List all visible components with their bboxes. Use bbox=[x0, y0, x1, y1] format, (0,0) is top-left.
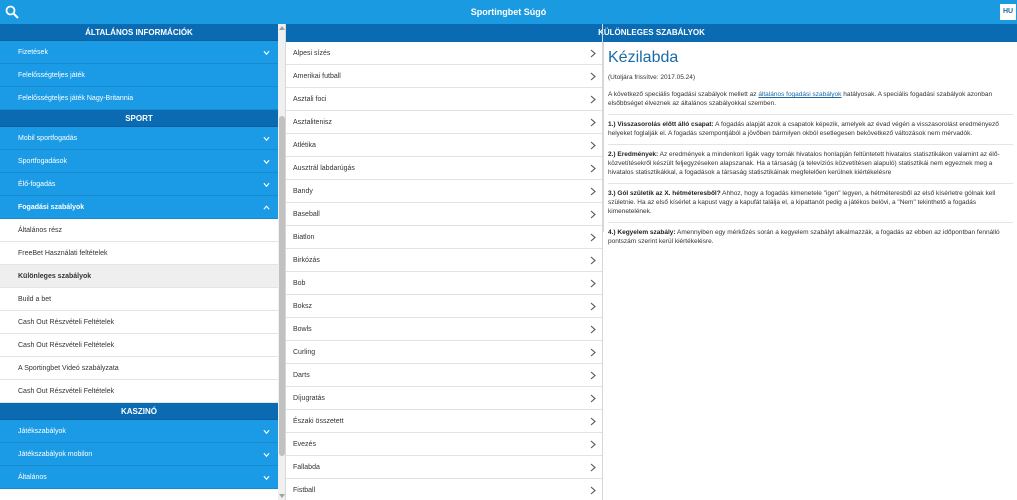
nav-label: Cash Out Részvételi Feltételek bbox=[18, 319, 115, 326]
chevron-down-icon[interactable] bbox=[263, 451, 270, 458]
rule-label: 3.) Gól születik az X. hétméteresből? bbox=[608, 190, 721, 197]
nav-label: KASZINÓ bbox=[121, 407, 157, 416]
nav-category[interactable] bbox=[0, 196, 278, 219]
sport-label: Fistball bbox=[293, 487, 316, 494]
sport-list-item[interactable] bbox=[286, 410, 602, 433]
chevron-right-icon bbox=[590, 463, 596, 472]
nav-label: Különleges szabályok bbox=[18, 273, 92, 280]
sport-label: Darts bbox=[293, 372, 310, 379]
chevron-down-icon[interactable] bbox=[263, 474, 270, 481]
nav-label: Mobil sportfogadás bbox=[18, 135, 78, 142]
sport-list-item[interactable] bbox=[286, 456, 602, 479]
article-date: (Utoljára frissítve: 2017.05.24) bbox=[608, 74, 696, 81]
nav-label: FreeBet Használati feltételek bbox=[18, 250, 108, 257]
nav-label: Általános rész bbox=[18, 227, 62, 234]
sport-list bbox=[286, 42, 602, 500]
chevron-right-icon bbox=[590, 210, 596, 219]
chevron-down-icon[interactable] bbox=[263, 135, 270, 142]
nav-item[interactable] bbox=[0, 311, 278, 334]
divider bbox=[608, 144, 1013, 145]
divider bbox=[608, 114, 1013, 115]
sport-label: Curling bbox=[293, 349, 316, 356]
sport-list-item[interactable] bbox=[286, 134, 602, 157]
sport-label: Atlétika bbox=[293, 142, 316, 149]
chevron-down-icon[interactable] bbox=[263, 428, 270, 435]
sport-list-item[interactable] bbox=[286, 88, 602, 111]
sport-list-item[interactable] bbox=[286, 65, 602, 88]
article-intro bbox=[608, 90, 1013, 108]
sport-list-item[interactable] bbox=[286, 226, 602, 249]
chevron-right-icon bbox=[590, 49, 596, 58]
nav-label: Felelősségteljes játék bbox=[18, 72, 85, 79]
article-title: Kézilabda bbox=[608, 49, 679, 66]
chevron-up-icon[interactable] bbox=[263, 204, 270, 211]
nav-label: Fizetések bbox=[18, 49, 48, 56]
chevron-right-icon bbox=[590, 371, 596, 380]
nav-category[interactable] bbox=[0, 64, 278, 87]
article-panel bbox=[603, 42, 1017, 500]
sport-label: Fallabda bbox=[293, 464, 320, 471]
nav-label: Cash Out Részvételi Feltételek bbox=[18, 388, 115, 395]
rule-paragraph bbox=[608, 150, 1013, 177]
nav-category[interactable] bbox=[0, 443, 278, 466]
section-heading bbox=[0, 110, 278, 127]
scroll-down-icon[interactable] bbox=[279, 493, 285, 499]
nav-label: Élő-fogadás bbox=[18, 181, 56, 188]
language-button[interactable]: HU bbox=[1000, 4, 1016, 20]
sport-label: Amerikai futball bbox=[293, 73, 341, 80]
chevron-right-icon bbox=[590, 348, 596, 357]
sport-list-item[interactable] bbox=[286, 272, 602, 295]
nav-label: SPORT bbox=[125, 114, 153, 123]
nav-category[interactable] bbox=[0, 150, 278, 173]
sport-list-item[interactable] bbox=[286, 364, 602, 387]
nav-category[interactable] bbox=[0, 127, 278, 150]
sport-list-item[interactable] bbox=[286, 42, 602, 65]
rule-label: 2.) Eredmények: bbox=[608, 151, 659, 158]
chevron-right-icon bbox=[590, 187, 596, 196]
sport-label: Északi összetett bbox=[293, 418, 344, 425]
sport-list-item[interactable] bbox=[286, 318, 602, 341]
sport-list-item[interactable] bbox=[286, 157, 602, 180]
rule-paragraph bbox=[608, 120, 1013, 138]
scrollbar-thumb[interactable] bbox=[279, 116, 285, 456]
chevron-right-icon bbox=[590, 72, 596, 81]
nav-label: ÁLTALÁNOS INFORMÁCIÓK bbox=[85, 28, 193, 37]
nav-item[interactable] bbox=[0, 334, 278, 357]
chevron-right-icon bbox=[590, 118, 596, 127]
chevron-right-icon bbox=[590, 164, 596, 173]
sport-list-panel bbox=[286, 24, 603, 500]
section-heading bbox=[0, 24, 278, 41]
sport-label: Ausztrál labdarúgás bbox=[293, 165, 355, 172]
sport-label: Evezés bbox=[293, 441, 316, 448]
nav-label: Általános bbox=[18, 474, 47, 481]
chevron-right-icon bbox=[590, 256, 596, 265]
nav-item[interactable] bbox=[0, 380, 278, 403]
nav-category[interactable] bbox=[0, 87, 278, 110]
sport-list-item[interactable] bbox=[286, 433, 602, 456]
nav-category[interactable] bbox=[0, 173, 278, 196]
chevron-right-icon bbox=[590, 279, 596, 288]
left-scrollbar[interactable] bbox=[278, 24, 286, 500]
chevron-right-icon bbox=[590, 233, 596, 242]
chevron-right-icon bbox=[590, 325, 596, 334]
general-rules-link[interactable]: általános fogadási szabályok bbox=[758, 91, 842, 98]
nav-label: Fogadási szabályok bbox=[18, 204, 85, 211]
nav-label: Sportfogadások bbox=[18, 158, 68, 165]
sport-label: Baseball bbox=[293, 211, 320, 218]
sport-label: Alpesi sízés bbox=[293, 50, 331, 57]
sport-list-item[interactable] bbox=[286, 479, 602, 500]
sport-label: Boksz bbox=[293, 303, 313, 310]
rule-paragraph bbox=[608, 189, 1013, 216]
chevron-right-icon bbox=[590, 486, 596, 495]
chevron-down-icon[interactable] bbox=[263, 49, 270, 56]
nav-label: Build a bet bbox=[18, 296, 52, 303]
nav-item[interactable] bbox=[0, 288, 278, 311]
article bbox=[608, 49, 1013, 246]
nav-item-active[interactable] bbox=[0, 265, 278, 288]
chevron-right-icon bbox=[590, 302, 596, 311]
chevron-down-icon[interactable] bbox=[263, 181, 270, 188]
chevron-down-icon[interactable] bbox=[263, 158, 270, 165]
sport-list-item[interactable] bbox=[286, 203, 602, 226]
rule-text: Amennyiben egy mérkőzés során a kegyelem szabályt alkalmazzák, a fogadás az ebben az időpontban fennálló pontszám szerint kerül kiértékelésre. bbox=[608, 229, 1000, 245]
divider bbox=[608, 222, 1013, 223]
nav-category[interactable] bbox=[0, 41, 278, 64]
left-nav-list bbox=[0, 24, 278, 489]
nav-item[interactable] bbox=[0, 219, 278, 242]
nav-category[interactable] bbox=[0, 420, 278, 443]
scroll-up-icon[interactable] bbox=[279, 25, 285, 31]
rule-text: Az eredmények a mindenkori ligák vagy tornák hivatalos honlapján feltüntetett hivatalos statisztikákon valamint az élő-közvetítésekről készült feljegyzéseken alapszanak. Ha a társaság (a televíziós közvetítésen alapuló) statisztikái nem egyeznek meg a hivatalos statisztikákkal, a fogadások a társaság statisztikáinak megfelelően kerülnek kiértékelésre bbox=[608, 151, 1000, 176]
sport-list-item[interactable] bbox=[286, 387, 602, 410]
section-header: KÜLÖNLEGES SZABÁLYOK bbox=[286, 24, 1017, 42]
nav-label: Játékszabályok bbox=[18, 428, 66, 435]
nav-label: Cash Out Részvételi Feltételek bbox=[18, 342, 115, 349]
nav-label: Játékszabályok mobilon bbox=[18, 451, 93, 458]
chevron-right-icon bbox=[590, 141, 596, 150]
nav-item[interactable] bbox=[0, 357, 278, 380]
sport-label: Bandy bbox=[293, 188, 313, 195]
sport-list-item[interactable] bbox=[286, 249, 602, 272]
app-title: Sportingbet Súgó bbox=[470, 7, 547, 17]
nav-label: A Sportingbet Videó szabályzata bbox=[18, 365, 119, 372]
divider bbox=[603, 42, 604, 232]
sport-label: Asztali foci bbox=[293, 96, 327, 103]
rules-list bbox=[608, 120, 1013, 246]
sport-label: Asztalitenisz bbox=[293, 119, 332, 126]
rule-text: A fogadás alapját azok a csapatok képezik, amelyek az évad végén a visszasorolást eredményező helyeket foglalják el. A fogadás szempontjából a jövőben bármilyen okból esetlegesen bekövetkező változások nem mérvadók. bbox=[608, 121, 999, 137]
nav-category[interactable] bbox=[0, 466, 278, 489]
sport-list-item[interactable] bbox=[286, 111, 602, 134]
chevron-right-icon bbox=[590, 95, 596, 104]
divider bbox=[608, 183, 1013, 184]
sport-label: Bob bbox=[293, 280, 306, 287]
sport-list-item[interactable] bbox=[286, 341, 602, 364]
chevron-right-icon bbox=[590, 440, 596, 449]
intro-text-end: hatályosak. A speciális fogadási szabályok azonban elsőbbséget élveznek az általános szabályokkal szemben. bbox=[608, 91, 993, 107]
rule-text: Ahhoz, hogy a fogadás kimenetele "igen" legyen, a hétméteresből az első kísérletre gólnak kell születnie. Ha az első kísérlet a kapust vagy a kapufát találja el, a kipattanót pedig a játékos belövi, a "Nem" tekinthető a fogadás kimenetelének. bbox=[608, 190, 996, 215]
sport-label: Díjugratás bbox=[293, 395, 325, 402]
sport-label: Birkózás bbox=[293, 257, 320, 264]
sport-label: Biatlon bbox=[293, 234, 315, 241]
chevron-right-icon bbox=[590, 417, 596, 426]
rule-label: 4.) Kegyelem szabály: bbox=[608, 229, 676, 236]
section-heading bbox=[0, 403, 278, 420]
chevron-right-icon bbox=[590, 394, 596, 403]
sport-list-item[interactable] bbox=[286, 295, 602, 318]
sport-label: Bowls bbox=[293, 326, 312, 333]
left-nav-panel bbox=[0, 24, 286, 500]
intro-text: A következő speciális fogadási szabályok mellett az bbox=[608, 91, 759, 98]
sport-list-item[interactable] bbox=[286, 180, 602, 203]
nav-item[interactable] bbox=[0, 242, 278, 265]
nav-label: Felelősségteljes játék Nagy-Britannia bbox=[18, 95, 134, 102]
rule-label: 1.) Visszasorolás előtt álló csapat: bbox=[608, 121, 714, 128]
top-bar bbox=[0, 0, 1017, 24]
rule-paragraph bbox=[608, 228, 1013, 246]
